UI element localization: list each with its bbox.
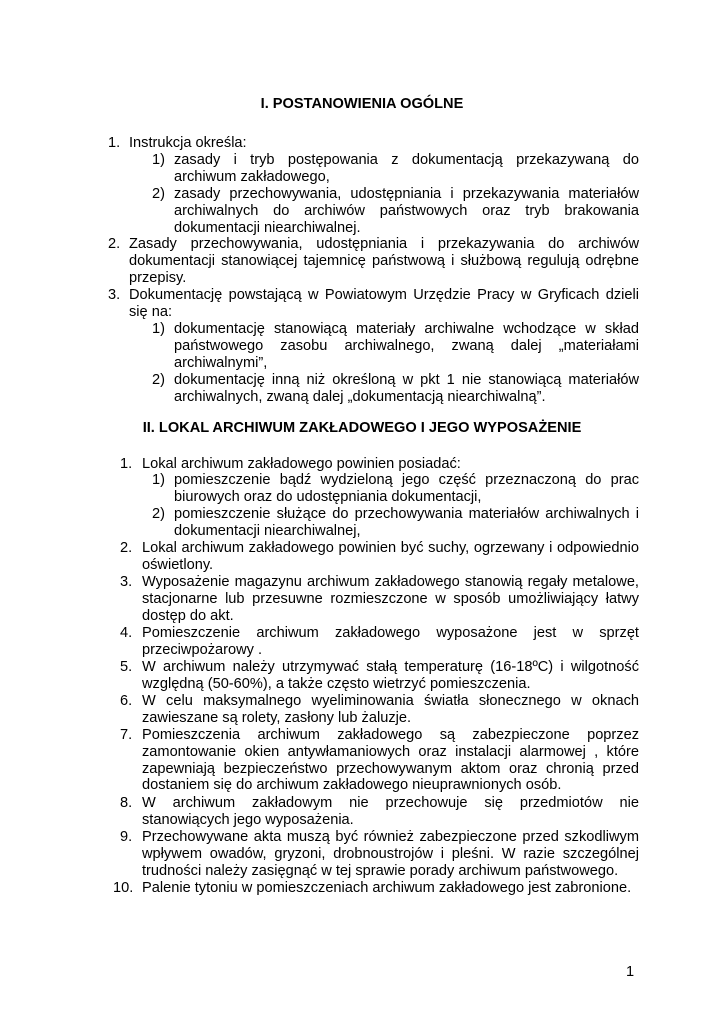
s1-item-1-number: 1. xyxy=(108,135,121,151)
section-2-title: II. LOKAL ARCHIWUM ZAKŁADOWEGO I JEGO WYPOSAŻENIE xyxy=(142,420,582,436)
s1-item-1-sub-1-number: 1) xyxy=(152,152,165,168)
s2-item-3-number: 3. xyxy=(120,574,133,590)
s2-item-6-text: W celu maksymalnego wyeliminowania światła słonecznego w oknach zawieszane są rolety, zasłony lub żaluzje. xyxy=(142,693,639,726)
page-number: 1 xyxy=(626,964,635,980)
s2-item-9-number: 9. xyxy=(120,829,133,845)
s2-item-1-sub-2-text: pomieszczenie służące do przechowywania materiałów archiwalnych i dokumentacji niearchiwalnej, xyxy=(174,506,639,539)
s2-item-10-number: 10. xyxy=(113,880,134,896)
s2-item-1-sub-2-number: 2) xyxy=(152,506,165,522)
s2-item-5-text: W archiwum należy utrzymywać stałą temperaturę (16-18ºC) i wilgotność względną (50-60%), a także często wietrzyć pomieszczenia. xyxy=(142,659,639,692)
s1-item-2-number: 2. xyxy=(108,236,121,252)
s2-item-1-number: 1. xyxy=(120,456,133,472)
s1-item-3-text: Dokumentację powstającą w Powiatowym Urzędzie Pracy w Gryficach dzieli się na: xyxy=(129,287,639,320)
s2-item-10-text: Palenie tytoniu w pomieszczeniach archiwum zakładowego jest zabronione. xyxy=(142,880,632,896)
s1-item-3-number: 3. xyxy=(108,287,121,303)
s2-item-2-text: Lokal archiwum zakładowego powinien być suchy, ogrzewany i odpowiednio oświetlony. xyxy=(142,540,639,573)
s1-item-3-sub-2-text: dokumentację inną niż określoną w pkt 1 nie stanowiącą materiałów archiwalnych, zwaną dalej „dokumentacją niearchiwalną”. xyxy=(174,372,639,405)
s1-item-3-sub-2-number: 2) xyxy=(152,372,165,388)
s1-item-1-sub-2-number: 2) xyxy=(152,186,165,202)
s2-item-3-text: Wyposażenie magazynu archiwum zakładowego stanowią regały metalowe, stacjonarne lub przesuwne rozmieszczone w sposób umożliwiający łatwy dostęp do akt. xyxy=(142,574,639,624)
s1-item-1-sub-1-text: zasady i tryb postępowania z dokumentacją przekazywaną do archiwum zakładowego, xyxy=(174,152,639,185)
s2-item-6-number: 6. xyxy=(120,693,133,709)
s2-item-8-text: W archiwum zakładowym nie przechowuje się przedmiotów nie stanowiących jego wyposażenia. xyxy=(142,795,639,828)
s1-item-2-text: Zasady przechowywania, udostępniania i przekazywania do archiwów dokumentacji stanowiącej tajemnicę państwową i służbową regulują odrębne przepisy. xyxy=(129,236,639,286)
s2-item-7-text: Pomieszczenia archiwum zakładowego są zabezpieczone poprzez zamontowanie okien antywłamaniowych oraz instalacji alarmowej , które zapewniają bezpieczeństwo przechowywanym aktom oraz chronią przed dostaniem się do archiwum zakładowego nieuprawnionych osób. xyxy=(142,727,639,794)
s2-item-2-number: 2. xyxy=(120,540,133,556)
s1-item-1-text: Instrukcja określa: xyxy=(129,135,247,151)
s2-item-1-text: Lokal archiwum zakładowego powinien posiadać: xyxy=(142,456,461,472)
s2-item-5-number: 5. xyxy=(120,659,133,675)
s2-item-7-number: 7. xyxy=(120,727,133,743)
s2-item-1-sub-1-number: 1) xyxy=(152,472,165,488)
s2-item-9-text: Przechowywane akta muszą być również zabezpieczone przed szkodliwym wpływem owadów, gryzoni, drobnoustrojów i pleśni. W razie szczególnej trudności należy zasięgnąć w tej sprawie porady archiwum państwowego. xyxy=(142,829,639,879)
s2-item-8-number: 8. xyxy=(120,795,133,811)
s2-item-1-sub-1-text: pomieszczenie bądź wydzieloną jego część przeznaczoną do prac biurowych oraz do udostępniania dokumentacji, xyxy=(174,472,639,505)
s2-item-4-text: Pomieszczenie archiwum zakładowego wyposażone jest w sprzęt przeciwpożarowy . xyxy=(142,625,639,658)
s1-item-3-sub-1-text: dokumentację stanowiącą materiały archiwalne wchodzące w skład państwowego zasobu archiwalnego, zwaną dalej „materiałami archiwalnymi”, xyxy=(174,321,639,371)
s1-item-1-sub-2-text: zasady przechowywania, udostępniania i przekazywania materiałów archiwalnych do archiwów państwowych oraz tryb brakowania dokumentacji niearchiwalnej. xyxy=(174,186,639,236)
section-1-title: I. POSTANOWIENIA OGÓLNE xyxy=(260,96,464,112)
s2-item-4-number: 4. xyxy=(120,625,133,641)
s1-item-3-sub-1-number: 1) xyxy=(152,321,165,337)
